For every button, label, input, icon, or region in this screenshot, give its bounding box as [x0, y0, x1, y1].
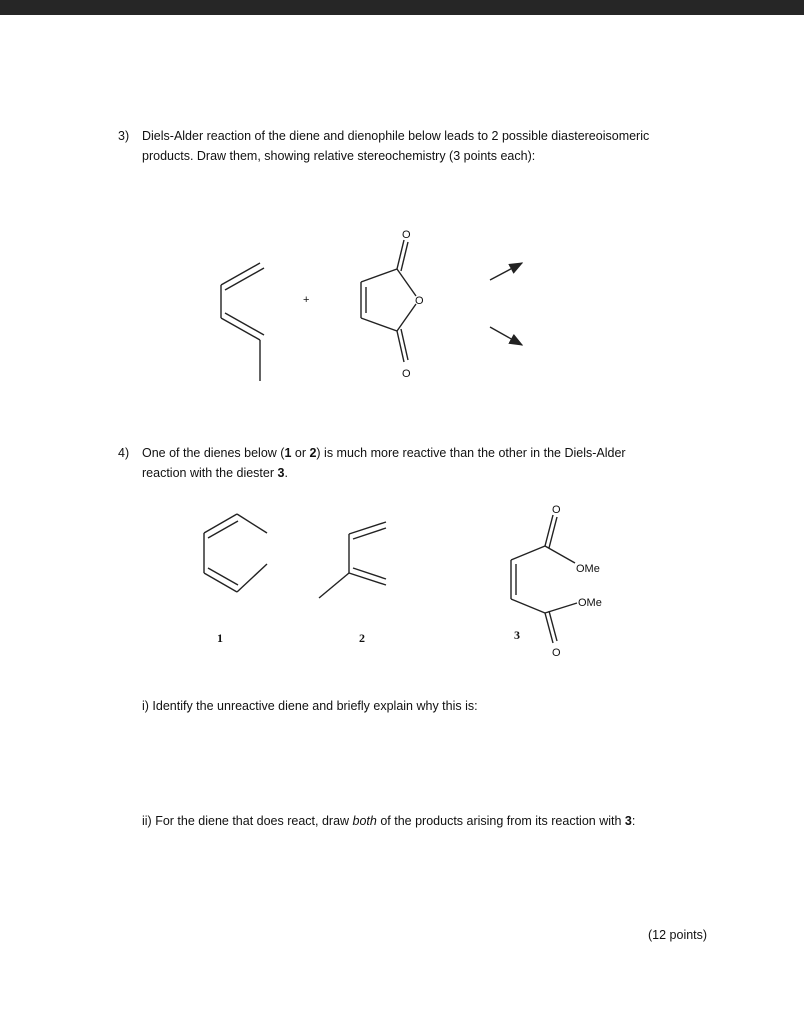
- question-3-text: [142, 126, 722, 166]
- oxygen-label: O: [402, 368, 411, 380]
- question-4-line-2: [142, 463, 722, 483]
- italic-emphasis: both: [352, 814, 377, 828]
- question-3-scheme: [0, 215, 804, 390]
- arrow-down-icon: [490, 327, 522, 345]
- text-run: One of the dienes below (: [142, 446, 285, 460]
- bold-ref-3: 3: [277, 466, 285, 480]
- arrow-up-icon: [490, 263, 522, 280]
- oxygen-label: O: [552, 504, 561, 516]
- ring-bond: [397, 269, 416, 296]
- compound-2-structure: [319, 522, 386, 598]
- bold-ref-2: 2: [309, 446, 317, 460]
- ring-bond: [397, 304, 416, 331]
- ring-bond: [361, 318, 397, 331]
- text-run: .: [284, 466, 288, 480]
- text-run: :: [631, 814, 636, 828]
- bond: [349, 573, 386, 585]
- question-3-line-2: products. Draw them, showing relative stereochemistry (3 points each):: [142, 149, 536, 163]
- plus-sign: +: [303, 294, 310, 306]
- ring-bond: [361, 269, 397, 282]
- text-run: ) is much more reactive than the other in the Diels-Alder: [316, 446, 626, 460]
- compound-label-1: 1: [217, 631, 223, 645]
- question-3-line-1: Diels-Alder reaction of the diene and dienophile below leads to 2 possible diastereoisomeric: [142, 129, 650, 143]
- part-ii-question: [142, 814, 635, 828]
- compound-label-2: 2: [359, 631, 365, 645]
- question-4-scheme: [0, 500, 804, 660]
- part-i-question: i) Identify the unreactive diene and briefly explain why this is:: [142, 699, 478, 713]
- oxygen-label: O: [415, 295, 424, 307]
- bold-ref-1: 1: [284, 446, 292, 460]
- ester-bond: [545, 546, 575, 563]
- ome-label: OMe: [578, 597, 602, 609]
- compound-3-structure: [511, 504, 602, 659]
- text-run: ii) For the diene that does react, draw: [142, 814, 353, 828]
- question-3-number: 3): [118, 129, 130, 143]
- text-run: of the products arising from its reaction with: [376, 814, 625, 828]
- carbonyl-bond: [545, 515, 553, 546]
- top-bar: [0, 0, 804, 15]
- points-label: (12 points): [648, 928, 708, 942]
- dienophile-structure: [361, 229, 424, 380]
- oxygen-label: O: [552, 647, 561, 659]
- ring-double-bond: [208, 521, 238, 538]
- ring-double-bond: [208, 568, 238, 585]
- double-bond: [353, 568, 386, 579]
- question-4-line-1: [142, 443, 722, 463]
- diene-structure: [221, 263, 264, 381]
- ome-label: OMe: [576, 563, 600, 575]
- question-4-text: [142, 443, 722, 483]
- text-run: or: [291, 446, 310, 460]
- methyl-bond: [319, 573, 349, 598]
- compound-1-structure: [204, 514, 267, 592]
- carbonyl-double-bond: [549, 517, 557, 548]
- bond: [511, 599, 545, 613]
- ring-bond: [237, 564, 267, 592]
- diels-alder-scheme-svg: [0, 215, 804, 390]
- carbonyl-double-bond: [549, 611, 557, 641]
- text-run: reaction with the diester: [142, 466, 278, 480]
- bond: [349, 522, 386, 534]
- question-4-number: 4): [118, 446, 130, 460]
- oxygen-label: O: [402, 229, 411, 241]
- dienes-scheme-svg: [0, 500, 804, 660]
- bold-ref-3: 3: [624, 814, 632, 828]
- bond: [511, 546, 545, 560]
- carbonyl-bond: [545, 613, 553, 643]
- ring-bond: [237, 514, 267, 533]
- double-bond: [353, 528, 386, 539]
- compound-label-3: 3: [514, 628, 520, 642]
